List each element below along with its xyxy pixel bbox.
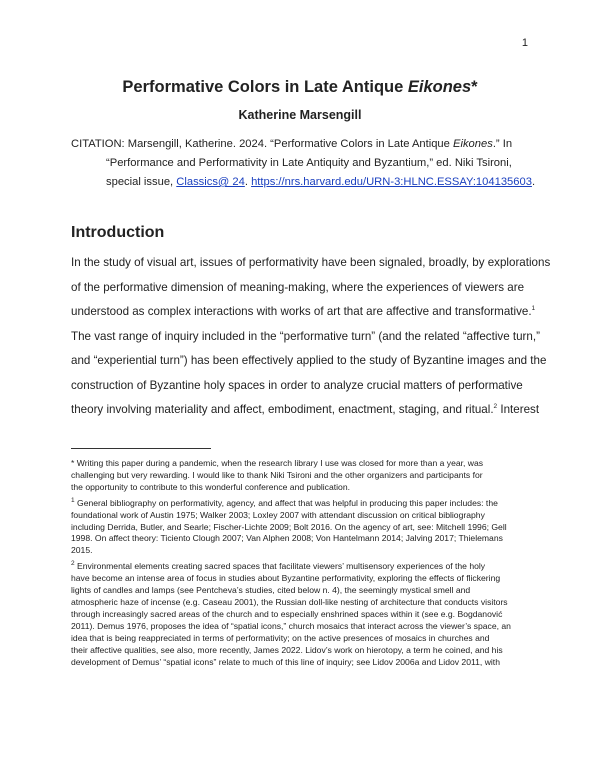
footnote-line: idea that is being reappreciated in terms of performativity; on the active presences of mosaics in churches and bbox=[71, 632, 490, 643]
footnote-ref-2[interactable]: 2 bbox=[493, 403, 498, 411]
footnote-marker: 1 bbox=[71, 496, 75, 504]
classics-link[interactable]: Classics@ 24 bbox=[176, 176, 245, 188]
footnote-line: challenging but very rewarding. I would like to thank Niki Tsironi and the other organizers and participants for bbox=[71, 469, 483, 480]
footnote-line: including Derrida, Butler, and Searle; Fischer-Lichte 2009; Bolt 2016. On the agency of art, see: Mitchell 1996; Gell bbox=[71, 521, 507, 532]
body-line-text: Interest bbox=[497, 403, 540, 416]
citation-line-3 bbox=[71, 173, 536, 192]
footnote-line: 2011). Demus 1976, proposes the idea of “spatial icons,” church mosaics that interact across the viewer’s space, an bbox=[71, 620, 511, 631]
footnote-line bbox=[71, 458, 531, 470]
citation-text: special issue, bbox=[106, 176, 177, 188]
body-line: In the study of visual art, issues of performativity have been signaled, broadly, by explorations bbox=[71, 256, 551, 269]
footnote-text: Environmental elements creating sacred spaces that facilitate viewers’ multisensory experiences of the holy bbox=[74, 561, 486, 572]
footnote-line: 1998. On affect theory: Ticiento Clough 2007; Van Alphen 2008; Von Hantelmann 2014; Jalving 2017; Thielemans bbox=[71, 533, 503, 544]
footnote-2 bbox=[71, 561, 531, 668]
body-line: and “experiential turn”) has been effectively applied to the study of Byzantine images and the bbox=[71, 354, 547, 367]
footnote-marker: * bbox=[71, 458, 75, 468]
body-line: construction of Byzantine holy spaces in order to analyze crucial matters of performative bbox=[71, 378, 523, 392]
footnote-line: the opportunity to contribute to this wonderful conference and publication. bbox=[71, 481, 350, 492]
footnote-line: lights of candles and lamps (see Pentcheva’s studies, cited below n. 4), the seemingly mystical smell and bbox=[71, 585, 471, 596]
title-italic: Eikones bbox=[407, 78, 472, 96]
citation-text: CITATION: Marsengill, Katherine. 2024. “Performative Colors in Late Antique bbox=[71, 138, 453, 150]
footnotes bbox=[71, 458, 531, 672]
body-text bbox=[71, 251, 551, 423]
footnote-marker: 2 bbox=[71, 560, 75, 568]
footnote-text: General bibliography on performativity, agency, and affect that was helpful in producing this paper includes: the bbox=[74, 497, 498, 508]
footnote-line: 2015. bbox=[71, 545, 93, 556]
body-line-text: theory involving materiality and affect, embodiment, enactment, staging, and ritual. bbox=[71, 403, 494, 416]
footnote-1 bbox=[71, 498, 531, 558]
citation-line-2: “Performance and Performativity in Late Antiquity and Byzantium,” ed. Niki Tsironi, bbox=[106, 157, 512, 169]
footnote-line: atmospheric haze of incense (e.g. Caseau 2001), the Russian doll-like nesting of architecture that conducts visitors bbox=[71, 596, 508, 607]
author-name: Katherine Marsengill bbox=[238, 108, 362, 122]
title-footnote-marker: * bbox=[471, 78, 478, 96]
citation-line-1 bbox=[71, 135, 531, 154]
footnote-text: Writing this paper during a pandemic, when the research library I use was closed for more than a year, was bbox=[74, 458, 484, 468]
citation-text: . bbox=[531, 176, 536, 188]
body-line bbox=[71, 398, 540, 423]
body-line bbox=[71, 300, 536, 325]
title-text: Performative Colors in Late Antique bbox=[122, 78, 408, 96]
footnote-separator bbox=[71, 448, 211, 449]
citation-text: . bbox=[244, 176, 252, 188]
urn-link[interactable]: https://nrs.harvard.edu/URN-3:HLNC.ESSAY:104135603 bbox=[251, 176, 532, 188]
footnote-star bbox=[71, 458, 531, 494]
footnote-line: foundational work of Austin 1975; Walker 2003; Loxley 2007 with attendant discussion on critical bibliography bbox=[71, 509, 485, 520]
footnote-ref-1[interactable]: 1 bbox=[531, 305, 536, 313]
footnote-line bbox=[71, 561, 531, 573]
section-heading: Introduction bbox=[71, 224, 165, 241]
page-number: 1 bbox=[521, 37, 528, 49]
body-line: of the performative dimension of meaning-making, where the experiences of viewers are bbox=[71, 280, 525, 294]
citation-text: .” In bbox=[492, 138, 513, 150]
paper-title bbox=[0, 78, 600, 97]
citation-block bbox=[71, 135, 536, 192]
footnote-line: through increasingly sacred areas of the church and to especially enshrined spaces within it (see e.g. Bogdanović bbox=[71, 608, 503, 619]
body-line-text: understood as complex interactions with works of art that are affective and transformative. bbox=[71, 305, 532, 318]
footnote-line: their affective qualities, see also, more recently, James 2022. Lidov’s work on hierotopy, a term he coined, and his bbox=[71, 644, 503, 655]
body-line: The vast range of inquiry included in the “performative turn” (and the related “affective turn,” bbox=[71, 329, 540, 343]
citation-italic: Eikones bbox=[453, 138, 493, 150]
footnote-line bbox=[71, 498, 531, 510]
footnote-line: have become an intense area of focus in studies about Byzantine performativity, exploring the effects of flickering bbox=[71, 573, 501, 584]
footnote-line: development of Demus’ “spatial icons” relate to much of this line of inquiry; see Lidov 2006a and Lidov 2011, with bbox=[71, 656, 500, 667]
